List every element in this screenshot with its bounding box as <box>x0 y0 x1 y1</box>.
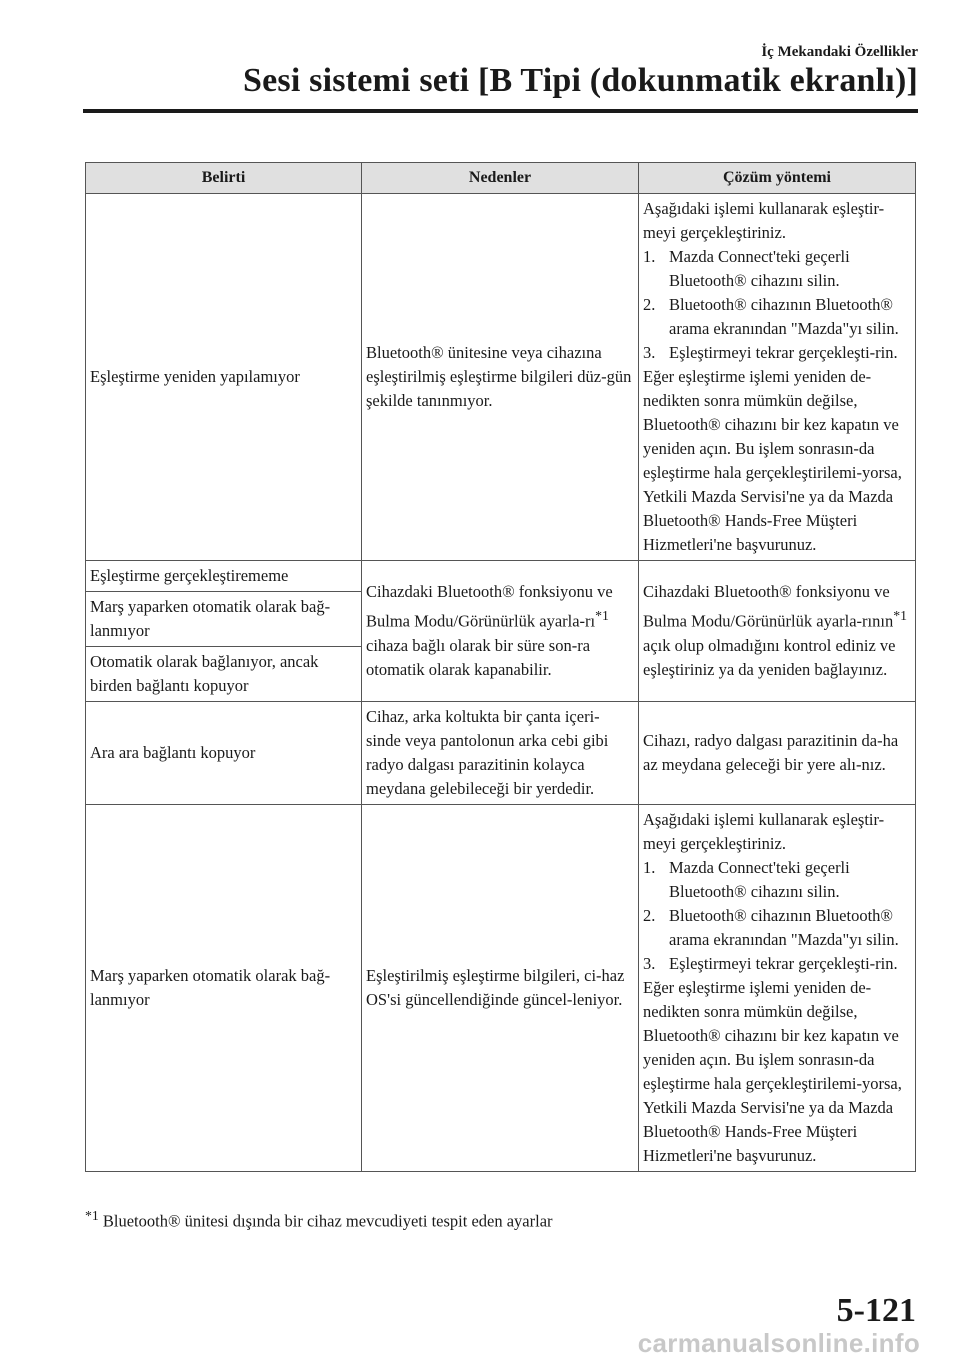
troubleshooting-table <box>85 162 916 1172</box>
step-number: 1. <box>643 858 656 877</box>
cause-cell <box>362 561 639 702</box>
title-rule <box>83 109 918 113</box>
symptom-cell: Eşleştirme yeniden yapılamıyor <box>86 194 362 561</box>
solution-cell <box>639 561 916 702</box>
list-item <box>643 904 909 952</box>
footnote-ref: *1 <box>893 608 907 624</box>
list-item <box>643 856 909 904</box>
solution-outro: Eğer eşleştirme işlemi yeniden de-nedikten sonra mümkün değilse, Bluetooth® cihazını bir kez kapatın ve yeniden açın. Bu işlem sonrasın-da eşleştirme hala gerçekleştirilemi-yorsa, Yetkili Mazda Servisi'ne ya da Mazda Bluetooth® Hands-Free Müşteri Hizmetleri'ne başvurunuz. <box>643 367 902 554</box>
solution-outro: Eğer eşleştirme işlemi yeniden de-nedikten sonra mümkün değilse, Bluetooth® cihazını bir kez kapatın ve yeniden açın. Bu işlem sonrasın-da eşleştirme hala gerçekleştirilemi-yorsa, Yetkili Mazda Servisi'ne ya da Mazda Bluetooth® Hands-Free Müşteri Hizmetleri'ne başvurunuz. <box>643 978 902 1165</box>
solution-cell <box>639 194 916 561</box>
page-number: 5-121 <box>836 1292 916 1329</box>
header-solution: Çözüm yöntemi <box>639 163 916 194</box>
symptom-cell: Eşleştirme gerçekleştirememe <box>86 561 362 592</box>
table-row <box>86 561 916 592</box>
step-number: 3. <box>643 343 656 362</box>
watermark: carmanualsonline.info <box>637 1328 920 1358</box>
table-header-row <box>86 163 916 194</box>
cause-cell: Cihaz, arka koltukta bir çanta içeri-sinde veya pantolonun arka cebi gibi radyo dalgası parazitinin kolayca meydana gelebileceği bir yerdedir. <box>362 702 639 805</box>
step-number: 1. <box>643 247 656 266</box>
cause-cell: Bluetooth® ünitesine veya cihazına eşleştirilmiş eşleştirme bilgileri düz-gün şekilde tanınmıyor. <box>362 194 639 561</box>
table-row <box>86 805 916 1172</box>
table-row <box>86 702 916 805</box>
footnote-text: Bluetooth® ünitesi dışında bir cihaz mevcudiyeti tespit eden ayarlar <box>102 1211 553 1231</box>
footnote-mark: *1 <box>85 1208 99 1223</box>
symptom-cell: Otomatik olarak bağlanıyor, ancak birden bağlantı kopuyor <box>86 647 362 702</box>
list-item <box>643 952 909 976</box>
cause-text: Cihazdaki Bluetooth® fonksiyonu ve Bulma Modu/Görünürlük ayarla-rı <box>366 582 613 631</box>
header-cause: Nedenler <box>362 163 639 194</box>
header-symptom: Belirti <box>86 163 362 194</box>
solution-intro: Aşağıdaki işlemi kullanarak eşleştir-meyi gerçekleştiriniz. <box>643 199 885 242</box>
footnote-ref: *1 <box>595 608 609 624</box>
step-text: Bluetooth® cihazının Bluetooth® arama ekranından "Mazda"yı silin. <box>669 295 899 338</box>
footnote <box>85 1208 553 1232</box>
section-header: İç Mekandaki Özellikler <box>761 44 918 60</box>
page-title: Sesi sistemi seti [B Tipi (dokunmatik ekranlı)] <box>242 62 918 99</box>
step-text: Eşleştirmeyi tekrar gerçekleşti-rin. <box>669 954 898 973</box>
solution-text: açık olup olmadığını kontrol ediniz ve eşleştiriniz ya da yeniden bağlayınız. <box>643 635 896 679</box>
symptom-cell: Marş yaparken otomatik olarak bağ-lanmıyor <box>86 592 362 647</box>
solution-cell <box>639 805 916 1172</box>
symptom-cell: Marş yaparken otomatik olarak bağ-lanmıyor <box>86 805 362 1172</box>
step-text: Eşleştirmeyi tekrar gerçekleşti-rin. <box>669 343 898 362</box>
solution-intro: Aşağıdaki işlemi kullanarak eşleştir-meyi gerçekleştiriniz. <box>643 810 885 853</box>
step-number: 3. <box>643 954 656 973</box>
step-text: Mazda Connect'teki geçerli Bluetooth® cihazını silin. <box>669 247 850 290</box>
solution-cell: Cihazı, radyo dalgası parazitinin da-ha az meydana geleceği bir yere alı-nız. <box>639 702 916 805</box>
list-item <box>643 245 909 293</box>
cause-text: cihaza bağlı olarak bir süre son-ra otomatik olarak kapanabilir. <box>366 635 591 679</box>
list-item <box>643 341 909 365</box>
step-number: 2. <box>643 295 656 314</box>
step-text: Mazda Connect'teki geçerli Bluetooth® cihazını silin. <box>669 858 850 901</box>
table-row <box>86 194 916 561</box>
step-text: Bluetooth® cihazının Bluetooth® arama ekranından "Mazda"yı silin. <box>669 906 899 949</box>
cause-cell: Eşleştirilmiş eşleştirme bilgileri, ci-haz OS'si güncellendiğinde güncel-leniyor. <box>362 805 639 1172</box>
symptom-cell: Ara ara bağlantı kopuyor <box>86 702 362 805</box>
list-item <box>643 293 909 341</box>
solution-text: Cihazdaki Bluetooth® fonksiyonu ve Bulma Modu/Görünürlük ayarla-rının <box>643 582 894 631</box>
step-number: 2. <box>643 906 656 925</box>
